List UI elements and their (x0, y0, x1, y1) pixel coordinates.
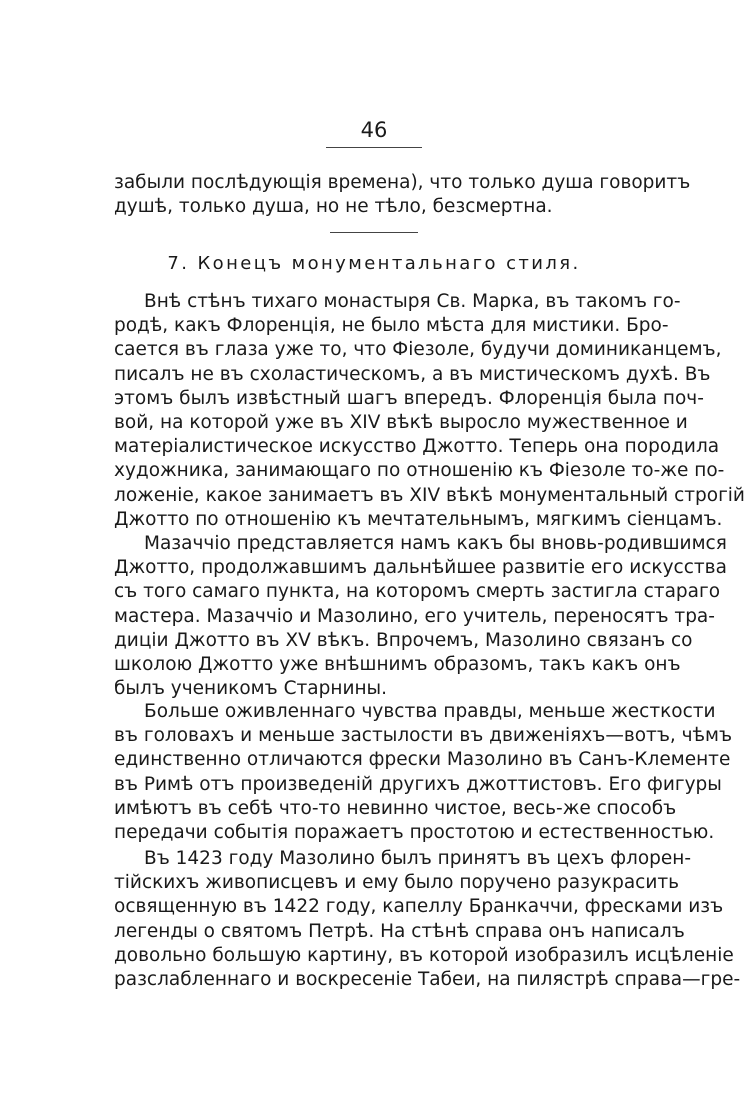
paragraph-line: Внѣ стѣнъ тихаго монастыря Св. Марка, въ такомъ го- (144, 291, 681, 312)
paragraph-line: мастера. Мазаччіо и Мазолино, его учитель, переносятъ тра- (114, 606, 715, 627)
section-divider (330, 232, 418, 233)
paragraph-line: былъ ученикомъ Старнины. (114, 678, 388, 699)
paragraph-line: матеріалистическое искусство Джотто. Теперь она породила (114, 436, 720, 457)
paragraph-line: художника, занимающаго по отношенію къ Фіезоле то-же по- (114, 460, 725, 481)
paragraph-line: диціи Джотто въ XV вѣкъ. Впрочемъ, Мазолино связанъ со (114, 630, 693, 651)
paragraph-line: имѣютъ въ себѣ что-то невинно чистое, весь-же способъ (114, 798, 677, 819)
paragraph-line: Мазаччіо представляется намъ какъ бы вновь-родившимся (144, 533, 727, 554)
paragraph-line: Джотто, продолжавшимъ дальнѣйшее развитіе его искусства (114, 557, 727, 578)
paragraph-line: вой, на которой уже въ XIV вѣкѣ выросло мужественное и (114, 412, 688, 433)
paragraph-line: довольно большую картину, въ которой изобразилъ исцѣленіе (114, 945, 734, 966)
paragraph-line: единственно отличаются фрески Мазолино въ Санъ-Клементе (114, 749, 731, 770)
paragraph-line: въ Римѣ отъ произведеній другихъ джоттистовъ. Его фигуры (114, 774, 722, 795)
intro-line: забыли послѣдующія времена), что только душа говоритъ (114, 172, 691, 193)
paragraph-line: Больше оживленнаго чувства правды, меньше жесткости (144, 701, 716, 722)
page-number: 46 (360, 118, 388, 142)
section-heading: 7. Конецъ монументальнаго стиля. (167, 253, 581, 274)
paragraph-line: этомъ былъ извѣстный шагъ впередъ. Флоренція была поч- (114, 388, 704, 409)
paragraph-line: тійскихъ живописцевъ и ему было поручено разукрасить (114, 872, 680, 893)
paragraph-line: писалъ не въ схоластическомъ, а въ мистическомъ духѣ. Въ (114, 364, 711, 385)
paragraph-line: передачи событія поражаетъ простотою и естественностью. (114, 822, 715, 843)
header-rule (326, 147, 422, 148)
paragraph-line: въ головахъ и меньше застылости въ движеніяхъ—вотъ, чѣмъ (114, 725, 733, 746)
paragraph-line: родѣ, какъ Флоренція, не было мѣста для мистики. Бро- (114, 315, 669, 336)
paragraph-line: освященную въ 1422 году, капеллу Бранкаччи, фресками изъ (114, 896, 724, 917)
paragraph-line: разслабленнаго и воскресеніе Табеи, на пилястрѣ справа—гре- (114, 969, 741, 990)
paragraph-line: ложеніе, какое занимаетъ въ XIV вѣкѣ монументальный строгій (114, 485, 745, 506)
intro-line: душѣ, только душа, но не тѣло, безсмертна. (114, 196, 553, 217)
paragraph-line: сается въ глаза уже то, что Фіезоле, будучи доминиканцемъ, (114, 339, 722, 360)
paragraph-line: Джотто по отношенію къ мечтательнымъ, мягкимъ сіенцамъ. (114, 509, 723, 530)
paragraph-line: Въ 1423 году Мазолино былъ принятъ въ цехъ флорен- (144, 848, 692, 869)
paragraph-line: съ того самаго пункта, на которомъ смерть застигла стараго (114, 581, 721, 602)
paragraph-line: легенды о святомъ Петрѣ. На стѣнѣ справа онъ написалъ (114, 921, 685, 942)
paragraph-line: школою Джотто уже внѣшнимъ образомъ, такъ какъ онъ (114, 654, 681, 675)
